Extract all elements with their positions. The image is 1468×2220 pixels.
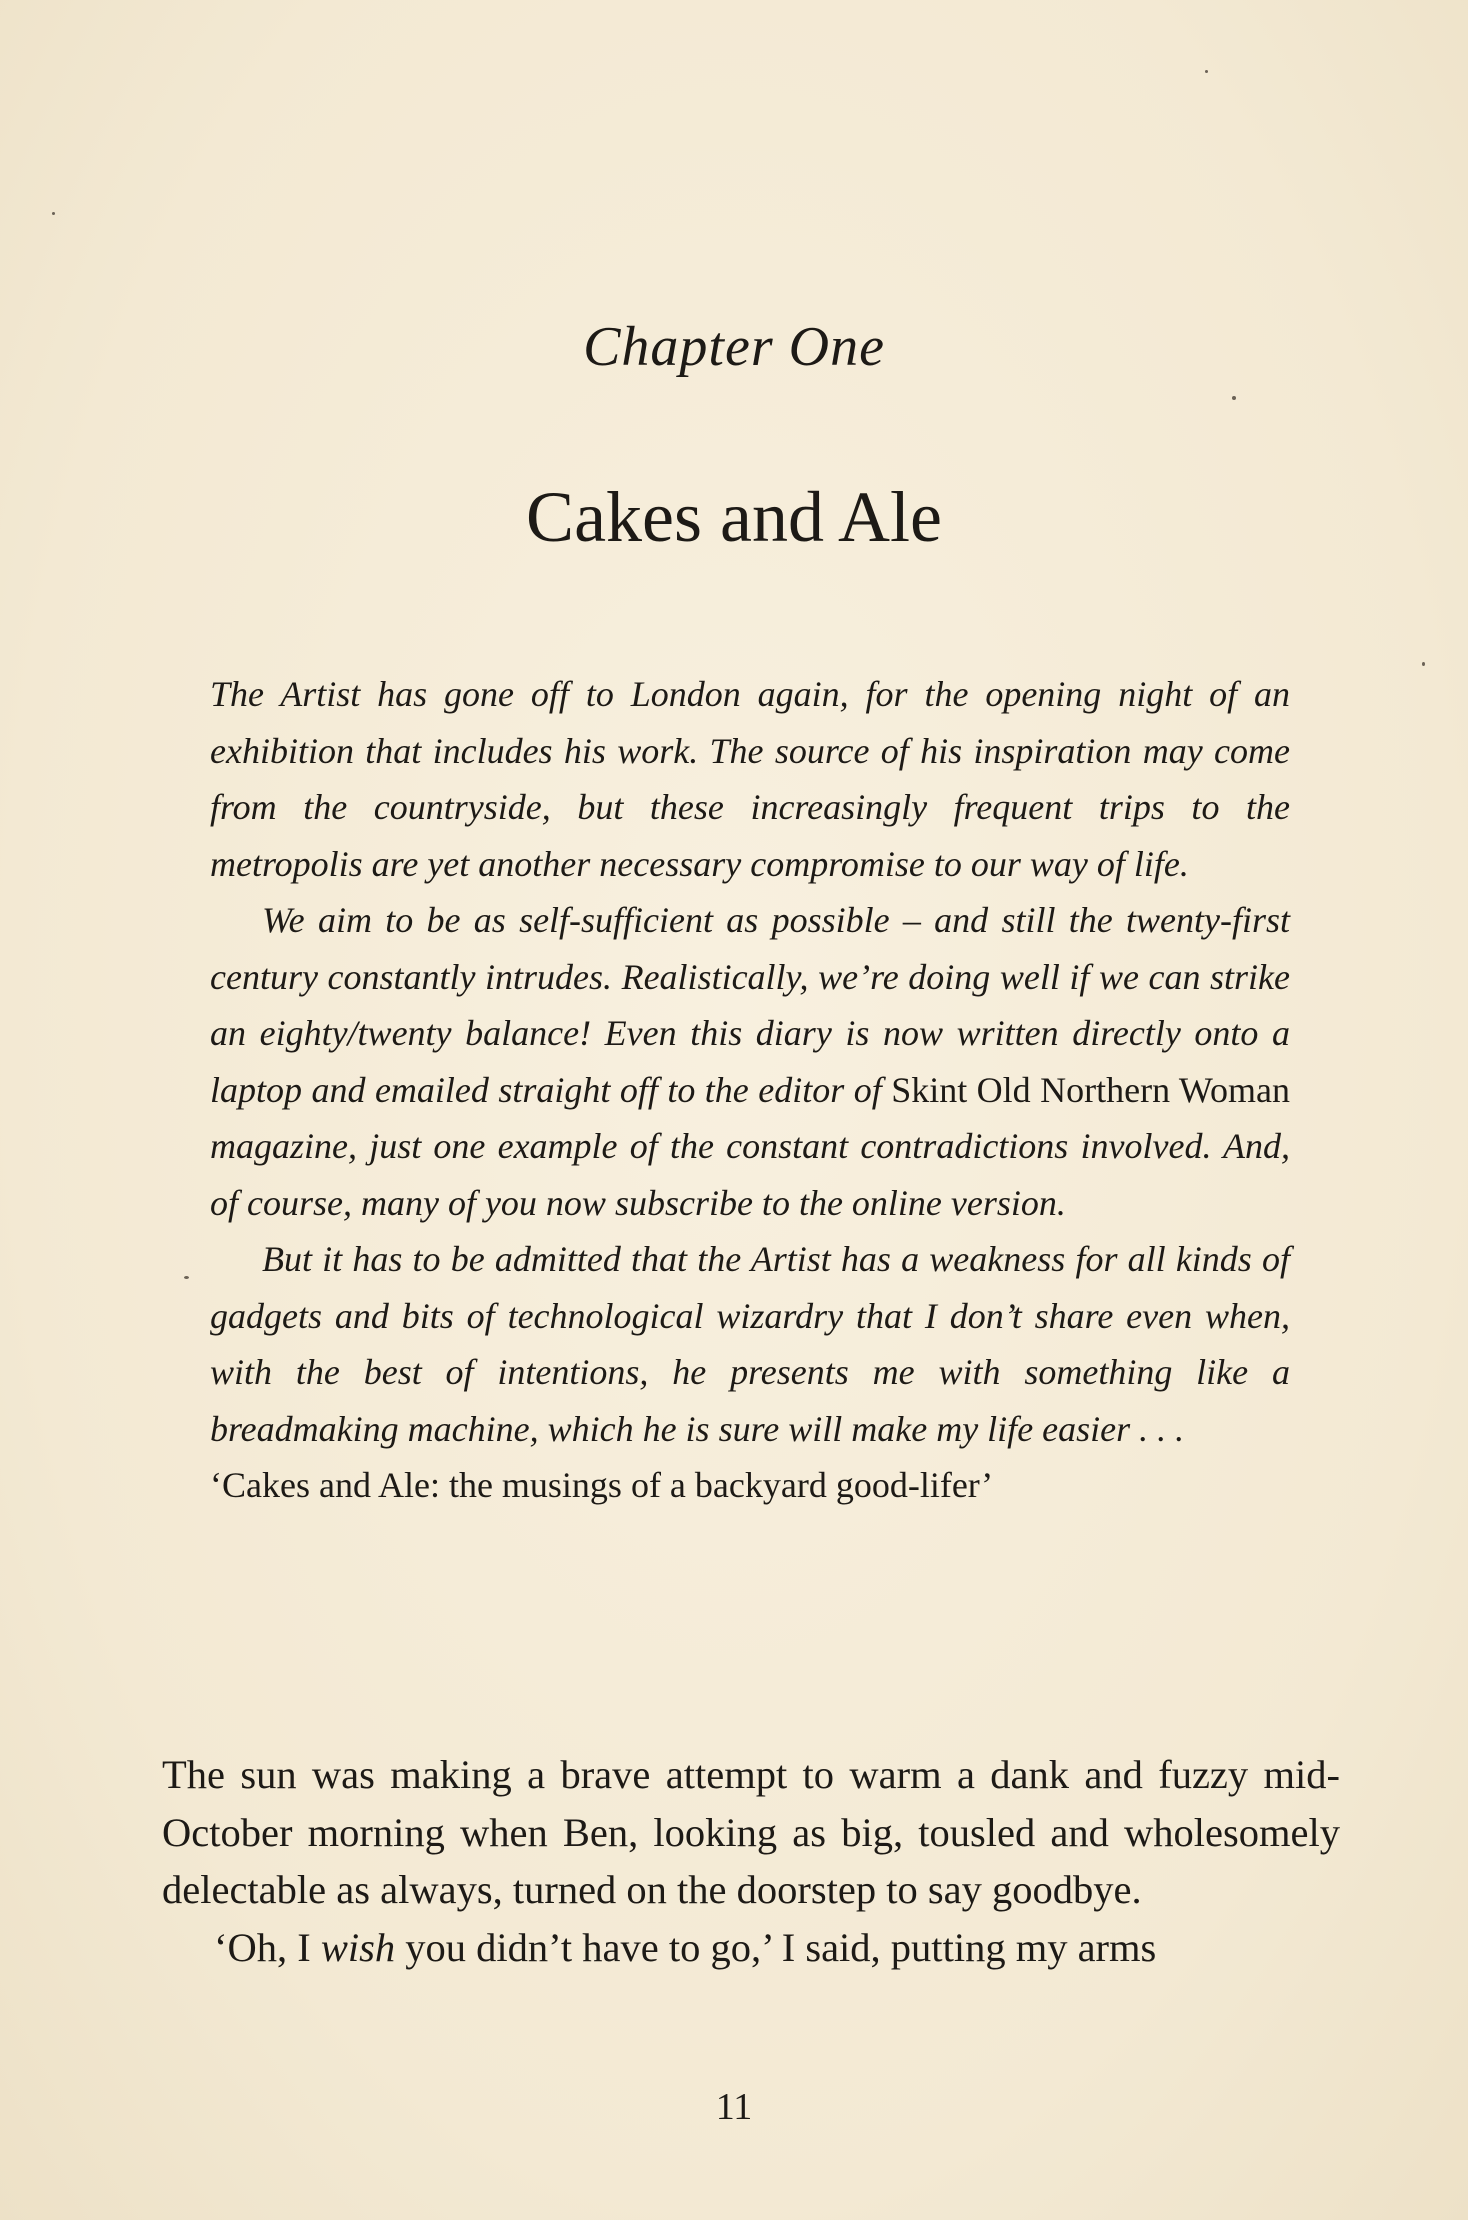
- paper-speck: [184, 1276, 189, 1279]
- epigraph-attribution: ‘Cakes and Ale: the musings of a backyard good-lifer’: [210, 1465, 994, 1505]
- epigraph-paragraph-3: But it has to be admitted that the Artist has a weakness for all kinds of gadgets and bits of technological wizardry that I don’t share even when, with the best of intentions, he presents me with something like a breadmaking machine, which he is sure will make my life easier . . .: [210, 1239, 1290, 1449]
- paper-speck: [1205, 70, 1208, 73]
- body-paragraph-2-start: ‘Oh, I: [214, 1924, 321, 1970]
- body-text: [162, 1746, 1340, 1976]
- epigraph-paragraph-2: [210, 892, 1290, 1231]
- body-paragraph-1: The sun was making a brave attempt to warm a dank and fuzzy mid-October morning when Ben, looking as big, tousled and wholesomely delectable as always, turned on the doorstep to say goodbye.: [162, 1752, 1340, 1912]
- paper-speck: [1422, 662, 1425, 666]
- body-paragraph-2: [162, 1919, 1340, 1977]
- page-number: 11: [715, 2086, 753, 2128]
- body-paragraph-2-end: you didn’t have to go,’ I said, putting my arms: [395, 1924, 1157, 1970]
- epigraph: [210, 666, 1290, 1514]
- chapter-title: Cakes and Ale: [526, 477, 942, 557]
- epigraph-paragraph-2-start: We aim to be as self-sufficient as possible – and still the twenty-first century constantly intrudes. Realistically, we’re doing well if we can strike an eighty/twenty balance! Even this diary is now written directly onto a laptop and emailed straight off to the editor of: [210, 900, 1290, 1110]
- epigraph-paragraph-1: The Artist has gone off to London again, for the opening night of an exhibition that includes his work. The source of his inspiration may come from the countryside, but these increasingly frequent trips to the metropolis are yet another necessary compromise to our way of life.: [210, 674, 1290, 884]
- body-paragraph-2-emphasis: wish: [320, 1924, 396, 1970]
- chapter-label: Chapter One: [583, 316, 885, 378]
- paper-speck: [52, 212, 55, 215]
- publication-name: Skint Old Northern Woman: [891, 1069, 1290, 1110]
- epigraph-paragraph-2-end: magazine, just one example of the constant contradictions involved. And, of course, many of you now subscribe to the online version.: [210, 1126, 1290, 1223]
- paper-speck: [1232, 396, 1236, 400]
